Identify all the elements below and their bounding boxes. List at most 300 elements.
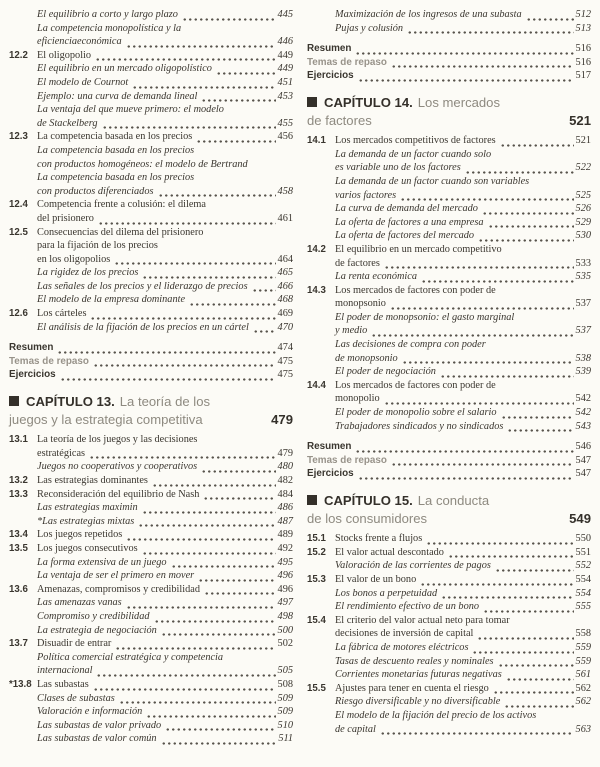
entry-body bbox=[335, 202, 591, 216]
toc-entry-text: La forma extensiva de un juego bbox=[37, 556, 167, 568]
page-number: 479 bbox=[277, 447, 293, 459]
toc-entry bbox=[307, 270, 591, 284]
page-number: 563 bbox=[575, 723, 591, 735]
page-number: 561 bbox=[575, 669, 591, 681]
chapter-bullet-icon bbox=[9, 396, 19, 406]
page-number: 529 bbox=[575, 216, 591, 228]
entry-body bbox=[307, 492, 591, 527]
toc-entry bbox=[9, 610, 293, 624]
toc-entry-number: 15.4 bbox=[307, 614, 326, 626]
dot-leader bbox=[507, 423, 573, 433]
entry-body bbox=[335, 406, 591, 420]
entry-body bbox=[37, 8, 293, 22]
toc-entry bbox=[9, 488, 293, 502]
dot-leader bbox=[93, 682, 276, 692]
entry-body bbox=[335, 270, 591, 284]
toc-entry-last-line bbox=[335, 134, 591, 148]
page-number: 468 bbox=[277, 294, 293, 306]
toc-entry-last-line bbox=[37, 474, 293, 488]
toc-entry-line: La demanda de un factor cuando son variables bbox=[335, 175, 530, 187]
dot-leader bbox=[198, 573, 275, 583]
page-number: 512 bbox=[575, 9, 591, 20]
toc-entry-number: 12.2 bbox=[9, 49, 28, 61]
dot-leader bbox=[90, 311, 275, 321]
toc-entry-last-line bbox=[37, 321, 293, 335]
page-number: 538 bbox=[575, 352, 591, 364]
toc-entry-last-line bbox=[37, 35, 293, 49]
dot-leader bbox=[142, 270, 275, 280]
toc-entry-last-line bbox=[37, 719, 293, 733]
toc-entry bbox=[307, 338, 591, 365]
toc-entry bbox=[9, 542, 293, 556]
dot-leader bbox=[391, 59, 574, 69]
dot-leader bbox=[358, 471, 574, 481]
toc-entry-last-line bbox=[335, 655, 591, 669]
toc-entry bbox=[307, 614, 591, 641]
entry-body bbox=[37, 266, 293, 280]
toc-entry-last-line bbox=[37, 266, 293, 280]
toc-entry-last-line bbox=[37, 542, 293, 556]
toc-entry-line: La competencia monopolística y la bbox=[37, 22, 182, 34]
page-number: 458 bbox=[277, 185, 293, 197]
chapter-line bbox=[9, 393, 293, 411]
page-number: 498 bbox=[277, 610, 293, 622]
dot-leader bbox=[483, 604, 574, 614]
toc-entry-number: 14.3 bbox=[307, 284, 326, 296]
toc-entry-last-line bbox=[9, 341, 293, 355]
toc-entry-last-line bbox=[335, 641, 591, 655]
toc-entry-last-line bbox=[307, 467, 591, 481]
page-number: 547 bbox=[575, 468, 591, 480]
entry-body bbox=[37, 596, 293, 610]
page-number: 486 bbox=[277, 502, 293, 514]
toc-column-right bbox=[307, 8, 591, 746]
toc-entry-text: de factores bbox=[335, 257, 380, 269]
toc-entry-last-line bbox=[37, 90, 293, 104]
toc-entry-text: Disuadir de entrar bbox=[37, 638, 112, 650]
toc-entry bbox=[9, 321, 293, 335]
toc-entry-last-line bbox=[37, 678, 293, 692]
chapter-line bbox=[307, 510, 591, 528]
toc-entry-last-line bbox=[335, 8, 591, 22]
entry-body bbox=[307, 42, 591, 56]
toc-entry-text: Temas de repaso bbox=[9, 355, 89, 367]
page-number: 533 bbox=[575, 257, 591, 269]
entry-body bbox=[335, 338, 591, 365]
chapter-heading bbox=[307, 492, 591, 527]
page-number: 484 bbox=[277, 488, 293, 500]
entry-body bbox=[335, 532, 591, 546]
page-number: 495 bbox=[277, 556, 293, 568]
chapter-heading bbox=[307, 94, 591, 129]
dot-leader bbox=[158, 188, 276, 198]
toc-entry bbox=[9, 293, 293, 307]
page-number: 558 bbox=[575, 628, 591, 640]
dot-leader bbox=[355, 46, 573, 56]
toc-entry-number: *13.8 bbox=[9, 678, 32, 690]
toc-entry-text: Ejercicios bbox=[307, 70, 354, 82]
page-number: 542 bbox=[575, 407, 591, 419]
toc-entry-line: La competencia basada en los precios bbox=[37, 172, 195, 184]
toc-entry-last-line bbox=[335, 216, 591, 230]
toc-entry-text: Amenazas, compromisos y credibilidad bbox=[37, 583, 200, 595]
toc-entry-text: Clases de subastas bbox=[37, 692, 115, 704]
page-number: 475 bbox=[277, 355, 293, 367]
dot-leader bbox=[441, 590, 573, 600]
toc-entry bbox=[307, 406, 591, 420]
page-number: 474 bbox=[277, 342, 293, 354]
entry-body bbox=[37, 610, 293, 624]
chapter-page-number: 521 bbox=[569, 112, 591, 128]
entry-body bbox=[37, 22, 293, 49]
toc-entry bbox=[9, 705, 293, 719]
toc-entry bbox=[307, 573, 591, 587]
toc-entry-last-line bbox=[37, 556, 293, 570]
page-number: 508 bbox=[277, 678, 293, 690]
toc-entry-number: 13.4 bbox=[9, 529, 28, 541]
toc-entry-number: 13.2 bbox=[9, 475, 28, 486]
chapter-title-line: La conducta bbox=[417, 493, 490, 508]
dot-leader bbox=[493, 685, 574, 695]
page-number: 526 bbox=[575, 203, 591, 215]
dot-leader bbox=[126, 39, 276, 49]
toc-entry bbox=[9, 355, 293, 369]
toc-entry-text: Las señales de los precios y el liderazgo de precios bbox=[37, 280, 248, 292]
page-number: 554 bbox=[575, 587, 591, 599]
entry-body bbox=[37, 624, 293, 638]
entry-body bbox=[9, 393, 293, 428]
toc-entry-last-line bbox=[335, 559, 591, 573]
entry-body bbox=[37, 705, 293, 719]
toc-entry-text: El análisis de la fijación de los precios en un cártel bbox=[37, 321, 249, 333]
entry-body bbox=[37, 501, 293, 515]
entry-body bbox=[307, 69, 591, 83]
page-number: 509 bbox=[277, 706, 293, 718]
dot-leader bbox=[146, 709, 275, 719]
page-number: 449 bbox=[277, 49, 293, 61]
chapter-title-line: Los mercados bbox=[417, 94, 501, 110]
dot-leader bbox=[400, 192, 573, 202]
toc-entry bbox=[9, 130, 293, 144]
chapter-title-line: La teoría de los bbox=[119, 394, 211, 410]
dot-leader bbox=[142, 546, 276, 556]
toc-entry bbox=[307, 655, 591, 669]
entry-body bbox=[335, 641, 591, 655]
entry-body bbox=[335, 8, 591, 22]
dot-leader bbox=[171, 559, 276, 569]
chapter-label: CAPÍTULO 14. bbox=[324, 94, 413, 110]
toc-entry-line: Las decisiones de compra con poder bbox=[335, 339, 486, 351]
toc-entry-text: Compromiso y credibilidad bbox=[37, 610, 150, 622]
dot-leader bbox=[161, 736, 277, 746]
toc-entry-text: Temas de repaso bbox=[307, 56, 387, 68]
toc-entry bbox=[9, 22, 293, 49]
dot-leader bbox=[421, 274, 574, 284]
dot-leader bbox=[384, 396, 574, 406]
toc-entry-line: Los mercados de factores con poder de bbox=[335, 284, 496, 296]
entry-body bbox=[335, 22, 591, 36]
toc-entry-text: Reconsideración del equilibrio de Nash bbox=[37, 488, 200, 500]
dot-leader bbox=[203, 491, 275, 501]
dot-leader bbox=[440, 369, 574, 379]
entry-body bbox=[9, 368, 293, 382]
toc-entry-text: Ajustes para tener en cuenta el riesgo bbox=[335, 682, 489, 694]
page-number: 487 bbox=[277, 515, 293, 527]
toc-entry-last-line bbox=[307, 56, 591, 70]
dot-leader bbox=[477, 631, 573, 641]
entry-body bbox=[37, 49, 293, 63]
toc-entry-text: El equilibrio en un mercado oligopolístico bbox=[37, 63, 212, 75]
toc-entry-last-line bbox=[37, 528, 293, 542]
entry-body bbox=[335, 243, 591, 270]
toc-entry bbox=[9, 460, 293, 474]
dot-leader bbox=[182, 12, 276, 22]
toc-entry-text: La oferta de factores del mercado bbox=[335, 230, 475, 242]
toc-entry-text: de Stackelberg bbox=[37, 117, 98, 129]
page-number: 517 bbox=[575, 70, 591, 82]
toc-entry bbox=[307, 148, 591, 175]
toc-entry-text: Las estrategias maximin bbox=[37, 502, 138, 514]
entry-body bbox=[37, 144, 293, 171]
toc-entry bbox=[9, 528, 293, 542]
toc-entry bbox=[9, 515, 293, 529]
toc-entry-number: 13.5 bbox=[9, 542, 28, 554]
dot-leader bbox=[420, 577, 573, 587]
page-number: 559 bbox=[575, 655, 591, 667]
toc-entry bbox=[307, 284, 591, 311]
entry-body bbox=[335, 216, 591, 230]
toc-entry-last-line bbox=[37, 596, 293, 610]
dot-leader bbox=[115, 641, 275, 651]
dot-leader bbox=[89, 450, 276, 460]
toc-entry-last-line bbox=[335, 695, 591, 709]
page-number: 554 bbox=[575, 573, 591, 585]
toc-entry-text: Resumen bbox=[307, 43, 352, 55]
toc-entry bbox=[9, 307, 293, 321]
chapter-page-number: 549 bbox=[569, 510, 591, 526]
toc-entry-number: 15.2 bbox=[307, 546, 326, 558]
entry-body bbox=[37, 280, 293, 294]
toc-entry-number: 13.3 bbox=[9, 488, 28, 500]
entry-body bbox=[335, 546, 591, 560]
page-number: 456 bbox=[277, 131, 293, 143]
toc-entry bbox=[307, 420, 591, 434]
toc-entry bbox=[9, 171, 293, 198]
entry-body bbox=[307, 56, 591, 70]
toc-column-left bbox=[9, 8, 293, 746]
toc-entry-number: 14.1 bbox=[307, 135, 326, 147]
entry-body bbox=[37, 637, 293, 651]
entry-body bbox=[37, 171, 293, 198]
entry-body bbox=[335, 655, 591, 669]
toc-entry-number: 12.4 bbox=[9, 199, 28, 211]
toc-entry-text: El oligopolio bbox=[37, 49, 92, 61]
page-number: 525 bbox=[575, 189, 591, 201]
toc-entry-last-line bbox=[37, 583, 293, 597]
toc-entry bbox=[307, 243, 591, 270]
chapter-line bbox=[307, 112, 591, 130]
toc-entry bbox=[307, 600, 591, 614]
page-number: 475 bbox=[277, 369, 293, 381]
chapter-page-number: 479 bbox=[271, 411, 293, 427]
toc-entry-text: La rigidez de los precios bbox=[37, 267, 139, 279]
dot-leader bbox=[152, 478, 276, 488]
toc-entry-text: *Las estrategias mixtas bbox=[37, 515, 135, 527]
entry-body bbox=[335, 600, 591, 614]
page-number: 562 bbox=[575, 696, 591, 708]
page-number: 550 bbox=[575, 533, 591, 545]
toc-entry bbox=[9, 569, 293, 583]
toc-entry-last-line bbox=[37, 624, 293, 638]
page-number: 497 bbox=[277, 597, 293, 609]
toc-entry-text: Temas de repaso bbox=[307, 454, 387, 466]
dot-leader bbox=[142, 505, 276, 515]
toc-entry bbox=[307, 695, 591, 709]
toc-entry-last-line bbox=[307, 454, 591, 468]
entry-body bbox=[37, 90, 293, 104]
toc-entry bbox=[9, 719, 293, 733]
dot-leader bbox=[204, 586, 276, 596]
toc-entry-number: 12.5 bbox=[9, 226, 28, 238]
toc-entry-last-line bbox=[37, 307, 293, 321]
dot-leader bbox=[114, 256, 275, 266]
toc-entry-text: Los juegos consecutivos bbox=[37, 542, 138, 554]
page-number: 469 bbox=[277, 308, 293, 320]
toc-entry-last-line bbox=[335, 229, 591, 243]
entry-body bbox=[37, 307, 293, 321]
page-number: 445 bbox=[277, 9, 293, 20]
page-number: 451 bbox=[277, 76, 293, 88]
chapter-line bbox=[307, 94, 591, 112]
chapter-title-line: de los consumidores bbox=[307, 510, 428, 526]
page-number: 537 bbox=[575, 298, 591, 310]
toc-entry-last-line bbox=[37, 637, 293, 651]
toc-entry bbox=[307, 454, 591, 468]
entry-body bbox=[37, 583, 293, 597]
toc-entry bbox=[307, 532, 591, 546]
toc-entry-text: y medio bbox=[335, 325, 368, 337]
toc-entry-text: eficienciaeconómica bbox=[37, 36, 122, 48]
entry-body bbox=[37, 293, 293, 307]
entry-body bbox=[37, 321, 293, 335]
entry-body bbox=[307, 454, 591, 468]
toc-entry bbox=[9, 624, 293, 638]
dot-leader bbox=[138, 518, 275, 528]
toc-entry-line: El equilibrio en un mercado competitivo bbox=[335, 243, 502, 255]
dot-leader bbox=[478, 233, 573, 243]
toc-entry bbox=[307, 175, 591, 202]
toc-entry bbox=[307, 440, 591, 454]
toc-entry-text: El valor actual descontado bbox=[335, 546, 444, 558]
dot-leader bbox=[196, 134, 275, 144]
toc-entry-text: El modelo de la empresa dominante bbox=[37, 294, 186, 306]
toc-entry-line: Política comercial estratégica y competencia bbox=[37, 651, 224, 663]
toc-entry-last-line bbox=[37, 49, 293, 63]
page-number: 446 bbox=[277, 36, 293, 48]
toc-entry bbox=[9, 474, 293, 488]
entry-body bbox=[335, 148, 591, 175]
toc-entry-last-line bbox=[335, 324, 591, 338]
toc-entry-text: El valor de un bono bbox=[335, 573, 417, 585]
page-number: 535 bbox=[575, 271, 591, 283]
toc-entry-last-line bbox=[37, 447, 293, 461]
toc-entry-text: Las subastas de valor común bbox=[37, 733, 157, 745]
dot-leader bbox=[93, 358, 276, 368]
toc-entry-text: de capital bbox=[335, 723, 376, 735]
toc-entry-text: El poder de monopolio sobre el salario bbox=[335, 407, 497, 419]
page-number: 464 bbox=[277, 253, 293, 265]
page-number: 511 bbox=[278, 733, 293, 745]
toc-entry-text: Los juegos repetidos bbox=[37, 529, 123, 541]
page-number: 543 bbox=[575, 420, 591, 432]
toc-entry-line: Consecuencias del dilema del prisionero bbox=[37, 226, 204, 238]
toc-entry-last-line bbox=[335, 682, 591, 696]
entry-body bbox=[37, 528, 293, 542]
entry-body bbox=[37, 678, 293, 692]
toc-entry bbox=[9, 280, 293, 294]
toc-entry-text: Las estrategias dominantes bbox=[37, 475, 148, 486]
entry-body bbox=[37, 488, 293, 502]
toc-entry bbox=[9, 103, 293, 130]
toc-entry bbox=[9, 433, 293, 460]
toc-entry-text: del prisionero bbox=[37, 212, 94, 224]
page-number: 502 bbox=[277, 638, 293, 650]
page-number: 516 bbox=[575, 56, 591, 68]
toc-entry bbox=[9, 596, 293, 610]
entry-body bbox=[335, 695, 591, 709]
toc-entry-number: 15.1 bbox=[307, 533, 326, 545]
entry-body bbox=[335, 229, 591, 243]
page-number: 466 bbox=[277, 280, 293, 292]
toc-entry-line: La competencia basada en los precios bbox=[37, 144, 195, 156]
entry-body bbox=[37, 719, 293, 733]
toc-entry bbox=[307, 202, 591, 216]
toc-entry bbox=[307, 69, 591, 83]
dot-leader bbox=[407, 25, 573, 35]
entry-body bbox=[37, 62, 293, 76]
page-number: 521 bbox=[575, 135, 591, 147]
toc-entry-text: La oferta de factores a una empresa bbox=[335, 216, 484, 228]
toc-entry-number: 13.1 bbox=[9, 434, 28, 446]
entry-body bbox=[307, 467, 591, 481]
dot-leader bbox=[126, 532, 275, 542]
toc-entry-text: varios factores bbox=[335, 189, 397, 201]
dot-leader bbox=[482, 206, 574, 216]
chapter-bullet-icon bbox=[307, 495, 317, 505]
toc-entry bbox=[307, 546, 591, 560]
toc-entry bbox=[9, 501, 293, 515]
page-number: 530 bbox=[575, 230, 591, 242]
dot-leader bbox=[495, 563, 574, 573]
toc-entry bbox=[9, 266, 293, 280]
entry-body bbox=[37, 460, 293, 474]
toc-entry-text: La curva de demanda del mercado bbox=[335, 203, 478, 215]
toc-entry-line: El poder de monopsonio: el gasto marginal bbox=[335, 311, 515, 323]
entry-body bbox=[37, 732, 293, 746]
toc-entry-text: de monopsonio bbox=[335, 352, 398, 364]
dot-leader bbox=[384, 260, 574, 270]
page-number: 465 bbox=[277, 267, 293, 279]
toc-entry-last-line bbox=[37, 76, 293, 90]
toc-entry-text: Valoración e información bbox=[37, 706, 143, 718]
toc-entry bbox=[9, 144, 293, 171]
dot-leader bbox=[465, 165, 574, 175]
page-number: 505 bbox=[277, 665, 293, 677]
toc-entry-last-line bbox=[335, 420, 591, 434]
toc-entry-last-line bbox=[307, 69, 591, 83]
entry-body bbox=[37, 542, 293, 556]
toc-entry bbox=[9, 62, 293, 76]
